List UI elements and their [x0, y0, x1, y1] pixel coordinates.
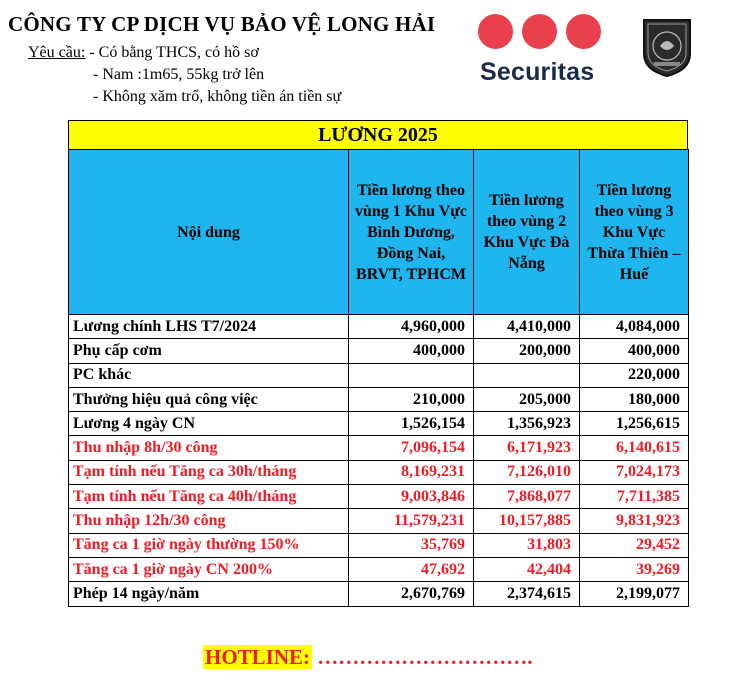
region-1-value: 9,003,846 [349, 485, 474, 509]
table-row [69, 582, 689, 606]
region-3-value: 220,000 [580, 363, 689, 387]
table-row [69, 387, 689, 411]
region-3-value: 400,000 [580, 339, 689, 363]
hotline-value: …………………………. [317, 645, 533, 669]
row-label: Lương 4 ngày CN [69, 412, 349, 436]
table-row [69, 436, 689, 460]
securitas-dots-icon [478, 14, 602, 50]
region-3-value: 9,831,923 [580, 509, 689, 533]
row-label: Tăng ca 1 giờ ngày thường 150% [69, 533, 349, 557]
column-header-region-2: Tiền lương theo vùng 2 Khu Vực Đà Nẵng [474, 150, 580, 315]
row-label: Thu nhập 12h/30 công [69, 509, 349, 533]
region-1-value: 11,579,231 [349, 509, 474, 533]
row-label: Phụ cấp cơm [69, 339, 349, 363]
table-row [69, 485, 689, 509]
row-label: Tạm tính nếu Tăng ca 40h/tháng [69, 485, 349, 509]
region-2-value: 10,157,885 [474, 509, 580, 533]
requirement-item: - Có bằng THCS, có hồ sơ [89, 44, 259, 61]
region-3-value: 29,452 [580, 533, 689, 557]
region-2-value: 42,404 [474, 557, 580, 581]
company-name: CÔNG TY CP DỊCH VỤ BẢO VỆ LONG HẢI [8, 12, 436, 36]
region-1-value: 400,000 [349, 339, 474, 363]
region-2-value: 205,000 [474, 387, 580, 411]
row-label: PC khác [69, 363, 349, 387]
region-2-value: 31,803 [474, 533, 580, 557]
table-row [69, 412, 689, 436]
region-1-value: 1,526,154 [349, 412, 474, 436]
region-3-value: 1,256,615 [580, 412, 689, 436]
region-3-value: 7,024,173 [580, 460, 689, 484]
row-label: Lương chính LHS T7/2024 [69, 315, 349, 339]
row-label: Tạm tính nếu Tăng ca 30h/tháng [69, 460, 349, 484]
region-2-value [474, 363, 580, 387]
row-label: Tăng ca 1 giờ ngày CN 200% [69, 557, 349, 581]
table-row [69, 533, 689, 557]
region-1-value: 4,960,000 [349, 315, 474, 339]
region-2-value: 7,126,010 [474, 460, 580, 484]
region-2-value: 6,171,923 [474, 436, 580, 460]
table-row [69, 557, 689, 581]
table-row [69, 509, 689, 533]
region-1-value: 8,169,231 [349, 460, 474, 484]
row-label: Thưởng hiệu quả công việc [69, 387, 349, 411]
region-3-value: 2,199,077 [580, 582, 689, 606]
salary-table [68, 149, 689, 607]
table-row [69, 339, 689, 363]
hotline-label: HOTLINE: [205, 645, 311, 669]
column-header-content: Nội dung [69, 150, 349, 315]
table-row [69, 315, 689, 339]
column-header-region-1: Tiền lương theo vùng 1 Khu Vực Bình Dương, Đồng Nai, BRVT, TPHCM [349, 150, 474, 315]
region-1-value: 7,096,154 [349, 436, 474, 460]
region-2-value: 4,410,000 [474, 315, 580, 339]
securitas-logo [478, 14, 608, 90]
region-3-value: 7,711,385 [580, 485, 689, 509]
securitas-wordmark: Securitas [480, 58, 595, 86]
region-3-value: 39,269 [580, 557, 689, 581]
requirements-label: Yêu cầu: [28, 44, 86, 61]
table-header-row [69, 150, 689, 315]
region-1-value: 35,769 [349, 533, 474, 557]
region-2-value: 2,374,615 [474, 582, 580, 606]
region-1-value [349, 363, 474, 387]
region-1-value: 2,670,769 [349, 582, 474, 606]
table-row [69, 363, 689, 387]
salary-table-container [68, 120, 688, 607]
column-header-region-3: Tiền lương theo vùng 3 Khu Vực Thừa Thiên – Huế [580, 150, 689, 315]
region-2-value: 200,000 [474, 339, 580, 363]
region-3-value: 6,140,615 [580, 436, 689, 460]
requirements-line-1 [28, 44, 259, 62]
requirement-item: - Không xăm trổ, không tiền án tiền sự [93, 88, 342, 105]
region-2-value: 7,868,077 [474, 485, 580, 509]
security-shield-badge-icon [640, 16, 694, 78]
region-2-value: 1,356,923 [474, 412, 580, 436]
row-label: Thu nhập 8h/30 công [69, 436, 349, 460]
region-3-value: 180,000 [580, 387, 689, 411]
region-3-value: 4,084,000 [580, 315, 689, 339]
table-row [69, 460, 689, 484]
table-title: LƯƠNG 2025 [68, 120, 688, 149]
region-1-value: 47,692 [349, 557, 474, 581]
row-label: Phép 14 ngày/năm [69, 582, 349, 606]
region-1-value: 210,000 [349, 387, 474, 411]
requirement-item: - Nam :1m65, 55kg trở lên [93, 66, 265, 83]
hotline [203, 645, 533, 670]
